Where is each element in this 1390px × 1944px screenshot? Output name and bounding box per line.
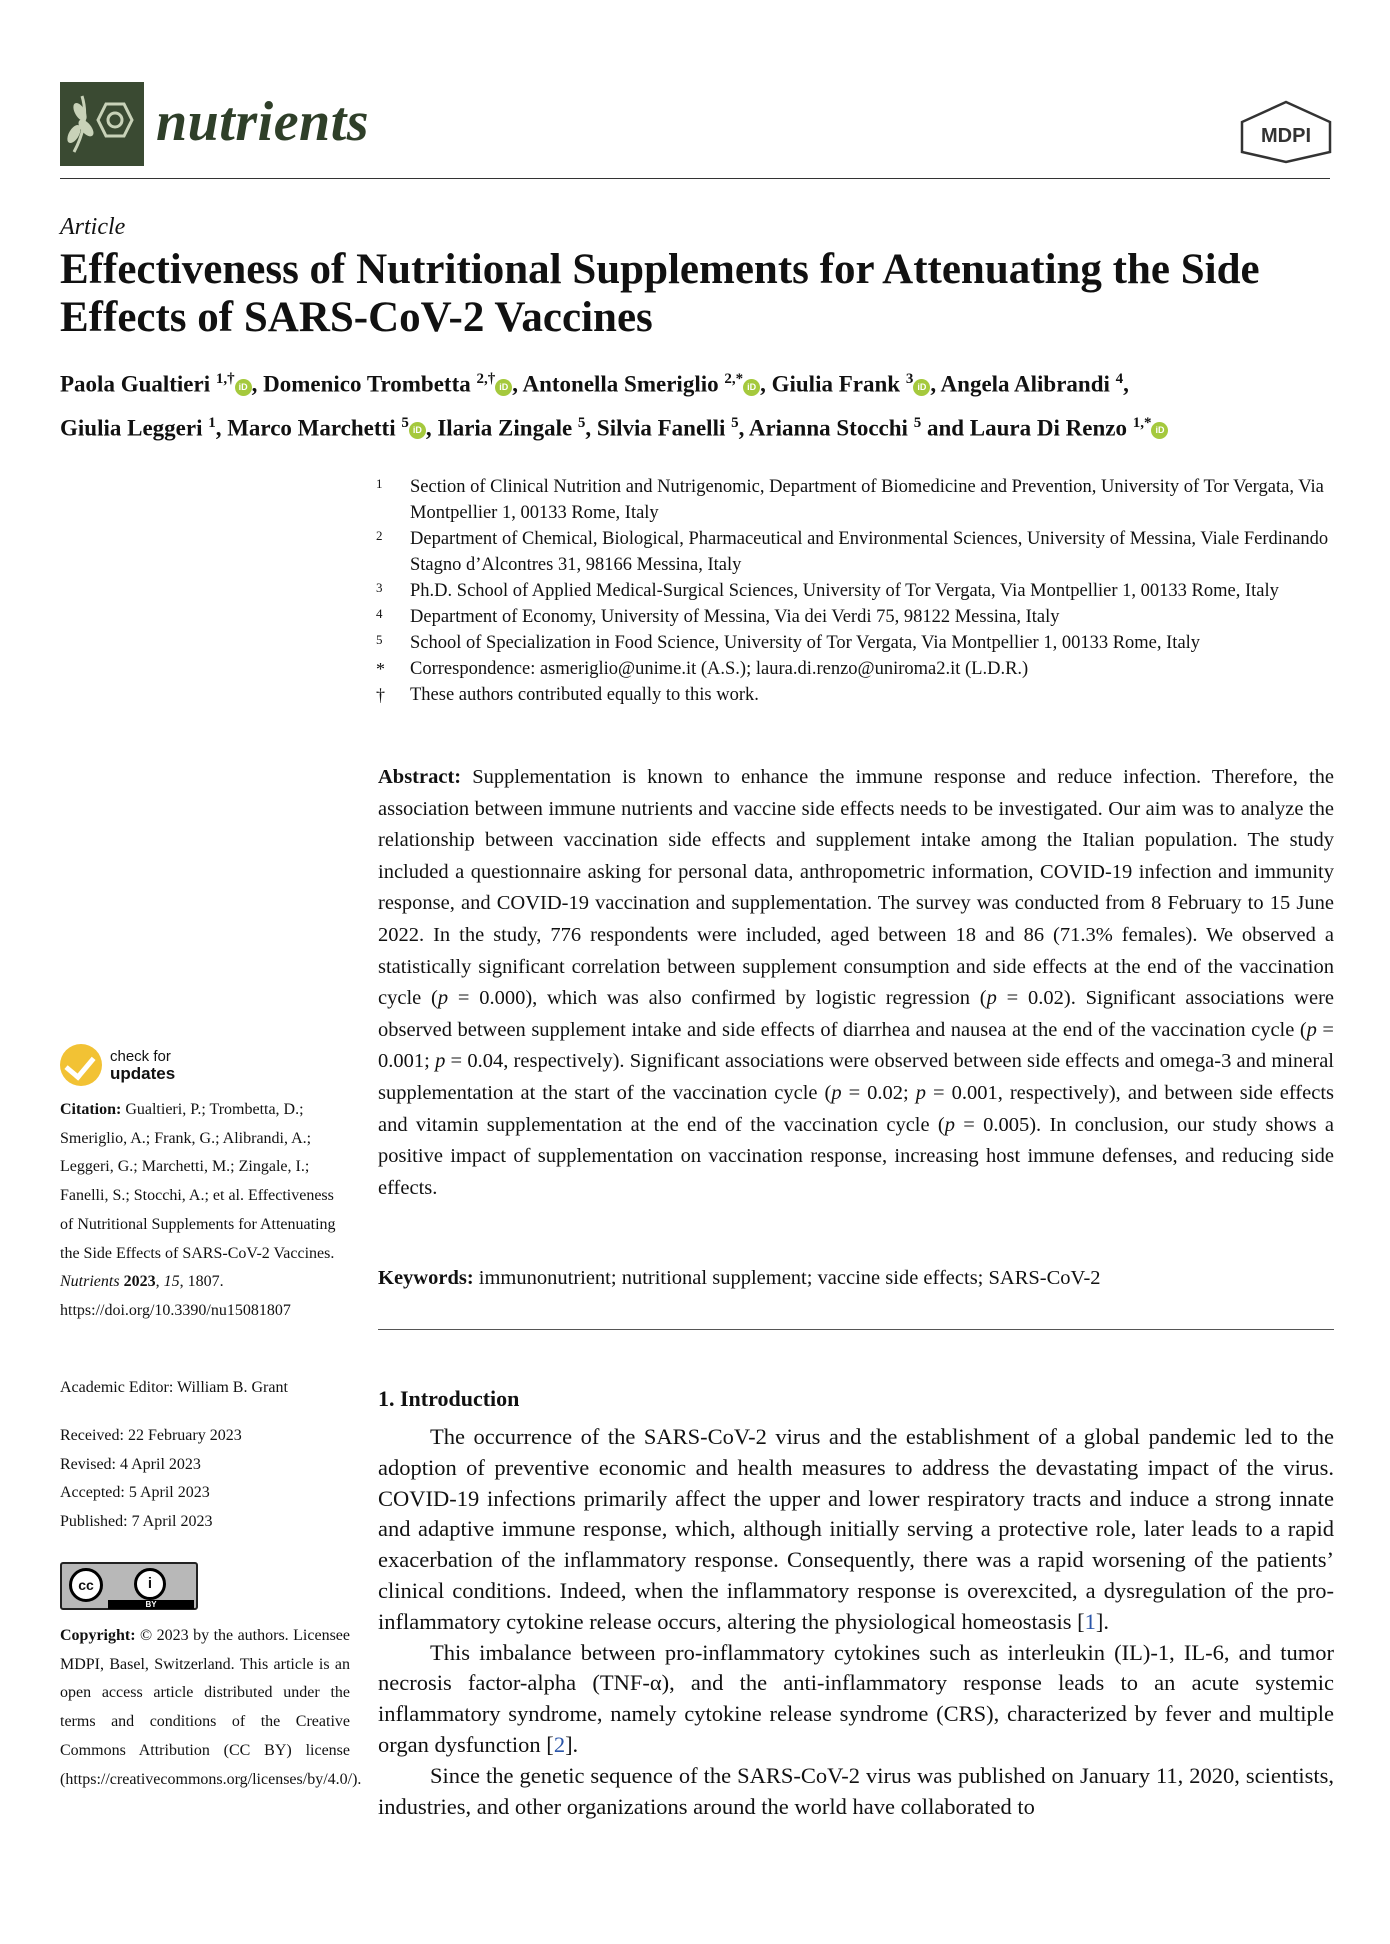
affiliation: 3 Ph.D. School of Applied Medical-Surgical Sciences, University of Tor Vergata, Via Montpellier 1, 00133 Rome, Italy [376,580,1279,601]
author: Giulia Frank [771,371,901,397]
reference-link[interactable]: 2 [553,1731,566,1757]
paragraph: The occurrence of the SARS-CoV-2 virus and the establishment of a global pandemic led to the adoption of preventive economic and health measures to address the devastating impact of the virus. COVID-19 infections primarily affect the upper and lower respiratory tracts and induce a strong innate and adaptive immune response, which, although initially serving a protective role, later leads to a rapid exacerbation of the inflammatory response. Consequently, there was a rapid worsening of the patients’ clinical conditions. Indeed, when the inflammatory response is overexcited, a dysregulation of the pro-inflammatory cytokine release occurs, altering the physiological homeostasis [1]. [378,1424,1334,1634]
author-list: Paola Gualtieri $^{1,\dagger}$ iD , Domenico Trombetta $^{2,\dagger}$ iD , Antonella Smeriglio $^{2,*}$ iD , Giulia Frank $^3$ iD , Angela Alibrandi $^4$, Giulia Leggeri $^1$, Marco Marchetti $^5$ iD , Ilaria Zingale $^5$, Silvia Fanelli $^5$, Arianna Stocchi $^5$ and Laura Di Renzo $^{1,*}$ iD [60,360,1340,447]
cc-by-license-badge[interactable] [60,1562,198,1610]
paragraph: Since the genetic sequence of the SARS-CoV-2 virus was published on January 11, 2020, scientists, industries, and other organizations around the world have collaborated to [378,1762,1334,1819]
keywords: Keywords: immunonutrient; nutritional supplement; vaccine side effects; SARS-CoV-2 [378,1267,1101,1289]
doi-link[interactable]: , 1807. https://doi.org/10.3390/nu15081807 [60,1273,291,1319]
orcid-icon[interactable]: iD [409,422,426,439]
author: Ilaria Zingale [437,415,573,441]
affiliation: 4 Department of Economy, University of Messina, Via dei Verdi 75, 98122 Messina, Italy [376,606,1060,627]
copyright-notice: Copyright: © 2023 by the authors. Licensee MDPI, Basel, Switzerland. This article is an open access article distributed under the terms and conditions of the Creative Commons Attribution (CC BY) license (https://creativecommons.org/licenses/by/4.0/). [60,1627,362,1788]
wheat-logo-icon [60,82,144,166]
abstract: Abstract: Supplementation is known to enhance the immune response and reduce infection. Therefore, the association between immune nutrients and vaccine side effects needs to be investigated. Our aim was to analyze the relationship between vaccination side effects and supplement intake among the Italian population. The study included a questionnaire asking for personal data, anthropometric information, COVID-19 infection and immunity response, and COVID-19 vaccination and supplementation. The survey was conducted from 8 February to 15 June 2022. In the study, 776 respondents were included, aged between 18 and 86 (71.3% females). We observed a statistically significant correlation between supplement consumption and side effects at the end of the vaccination cycle (p = 0.000), which was also confirmed by logistic regression (p = 0.02). Significant associations were observed between supplement intake and side effects of diarrhea and nausea at the end of the vaccination cycle (p = 0.001; p = 0.04, respectively). Significant associations were observed between side effects and omega-3 and mineral supplementation at the start of the vaccination cycle (p = 0.02; p = 0.001, respectively), and between side effects and vitamin supplementation at the end of the vaccination cycle (p = 0.005). In conclusion, our study shows a positive impact of supplementation on vaccination response, increasing host immune defenses, and reducing side effects. [378,766,1335,1199]
correspondence: * Correspondence: asmeriglio@unime.it (A.S.); laura.di.renzo@uniroma2.it (L.D.R.) [376,659,1029,679]
attribution-icon: i [134,1568,166,1600]
article-type: Article [60,214,126,240]
author: Arianna Stocchi [748,415,908,441]
orcid-icon[interactable]: iD [743,379,760,396]
reference-link[interactable]: 1 [1084,1608,1096,1634]
journal-logo [60,82,144,166]
affiliations [376,474,1336,708]
affiliation: 2 Department of Chemical, Biological, Pharmaceutical and Environmental Sciences, University of Messina, Viale Ferdinando Stagno d’Alcontres 31, 98166 Messina, Italy [376,528,1329,575]
header-rule [60,178,1330,179]
author: Silvia Fanelli [596,415,726,441]
orcid-icon[interactable]: iD [235,379,252,396]
section-heading: 1. Introduction [378,1386,520,1411]
author: Paola Gualtieri [60,371,211,397]
accepted-date: Accepted: 5 April 2023 [60,1484,210,1502]
introduction-body [378,1422,1334,1822]
citation: Citation: Gualtieri, P.; Trombetta, D.; Smeriglio, A.; Frank, G.; Alibrandi, A.; Leggeri, G.; Marchetti, M.; Zingale, I.; Fanelli, S.; Stocchi, A.; et al. Effectiveness of Nutritional Supplements for Attenuating the Side Effects of SARS-CoV-2 Vaccines. Nutrients 2023, 15, 1807. https://doi.org/10.3390/nu15081807 [60,1101,336,1319]
article-title: Effectiveness of Nutritional Supplements for Attenuating the Side Effects of SARS-CoV-2 Vaccines [60,246,1260,341]
check-icon [60,1044,102,1086]
section-rule [378,1329,1334,1330]
author: Angela Alibrandi [940,371,1110,397]
author: Laura Di Renzo [969,415,1127,441]
publisher-name: MDPI [1261,125,1311,147]
affiliation: 1 Section of Clinical Nutrition and Nutrigenomic, Department of Biomedicine and Prevention, University of Tor Vergata, Via Montpellier 1, 00133 Rome, Italy [376,476,1324,523]
publication-dates [60,1422,350,1537]
academic-editor: Academic Editor: William B. Grant [60,1379,288,1396]
published-date: Published: 7 April 2023 [60,1513,213,1531]
orcid-icon[interactable]: iD [1151,422,1168,439]
author: Marco Marchetti [227,415,396,441]
paragraph: This imbalance between pro-inflammatory cytokines such as interleukin (IL)-1, IL-6, and tumor necrosis factor-alpha (TNF-α), and the anti-inflammatory response leads to an acute systemic inflammatory syndrome, namely cytokine release syndrome (CRS), characterized by fever and multiple organ dysfunction [2]. [378,1639,1334,1757]
mdpi-logo-icon [1238,100,1334,164]
orcid-icon[interactable]: iD [495,379,512,396]
orcid-icon[interactable]: iD [913,379,930,396]
creative-commons-icon: cc [69,1568,103,1602]
author: Giulia Leggeri [60,415,203,441]
author: Antonella Smeriglio [522,371,719,397]
received-date: Received: 22 February 2023 [60,1427,242,1444]
affiliation: 5 School of Specialization in Food Science, University of Tor Vergata, Via Montpellier 1, 00133 Rome, Italy [376,632,1201,653]
cc-by-label: BY [108,1600,194,1609]
equal-contribution-note: † These authors contributed equally to this work. [376,685,759,705]
revised-date: Revised: 4 April 2023 [60,1455,201,1473]
author: Domenico Trombetta [263,371,471,397]
journal-name: nutrients [156,91,370,153]
